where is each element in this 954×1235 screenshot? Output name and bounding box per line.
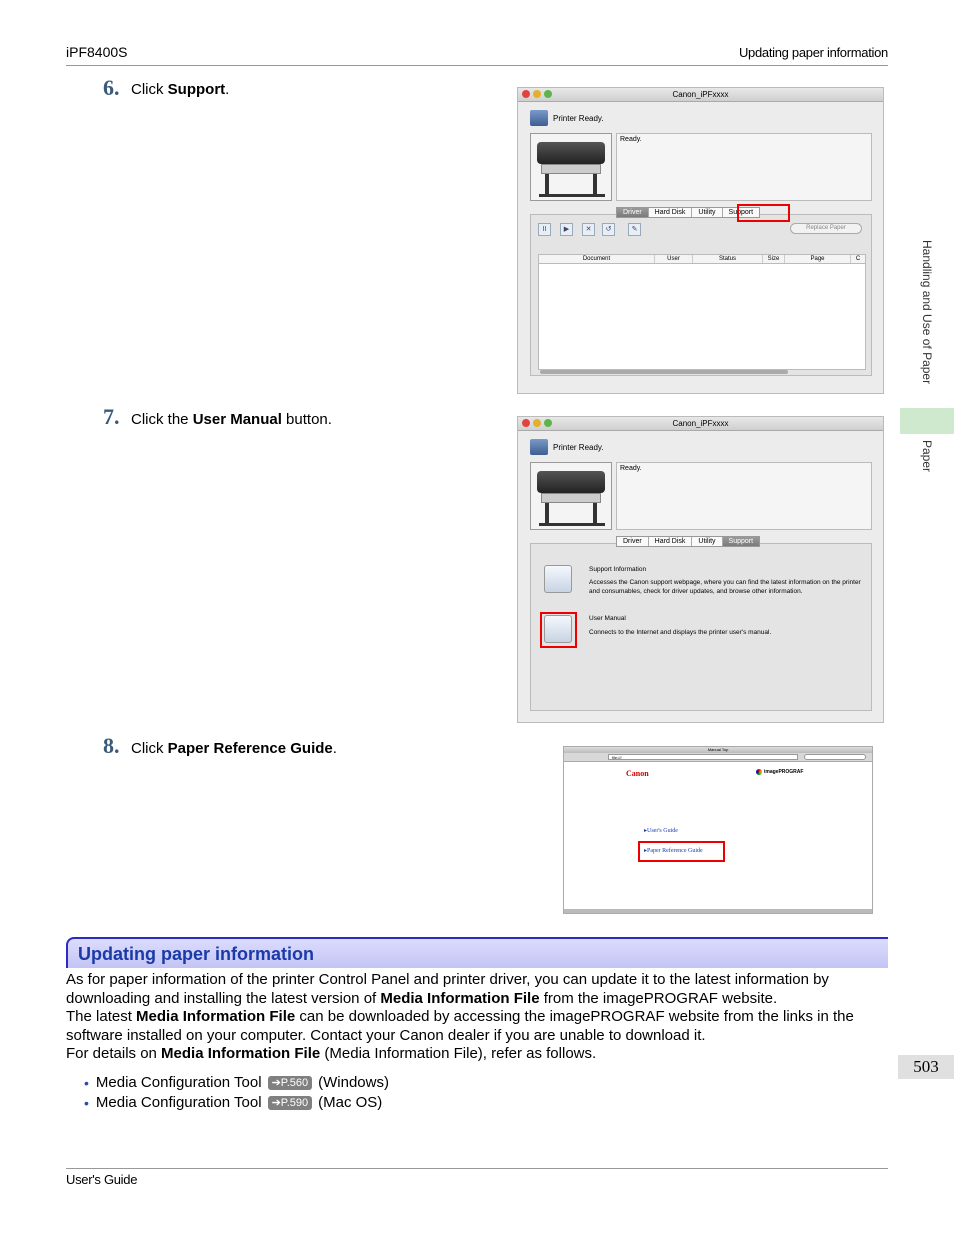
footer-rule bbox=[66, 1168, 888, 1169]
step-number: 8. bbox=[103, 733, 120, 758]
canon-logo: Canon bbox=[626, 769, 649, 778]
header-rule bbox=[66, 65, 888, 66]
page-number: 503 bbox=[898, 1055, 954, 1079]
step-number: 6. bbox=[103, 75, 120, 100]
tab-bar bbox=[616, 536, 760, 547]
close-icon[interactable] bbox=[522, 419, 530, 427]
paragraph-1: As for paper information of the printer Control Panel and printer driver, you can update it to the latest information by downloading and installing the latest version of Media Information File from the imagePROGRAF website. bbox=[66, 971, 829, 1007]
horizontal-scrollbar[interactable] bbox=[540, 370, 788, 374]
user-manual-title: User Manual bbox=[589, 615, 626, 622]
tab-utility[interactable]: Utility bbox=[692, 537, 722, 546]
printer-image bbox=[530, 462, 612, 530]
printer-image bbox=[530, 133, 612, 201]
imageprograf-logo: imagePROGRAF bbox=[756, 769, 803, 775]
footer-guide: User's Guide bbox=[66, 1172, 138, 1187]
resume-icon[interactable]: ▶ bbox=[560, 223, 573, 236]
section-header bbox=[66, 937, 888, 968]
zoom-icon[interactable] bbox=[544, 90, 552, 98]
ready-label: Printer Ready. bbox=[553, 442, 604, 452]
paragraph-2: The latest Media Information File can be downloaded by accessing the imagePROGRAF website from the links in the software installed on your computer. Contact your Canon dealer if you are unable to download it. bbox=[66, 1008, 854, 1044]
step-number: 7. bbox=[103, 404, 120, 429]
paper-reference-guide-link[interactable]: ▸Paper Reference Guide bbox=[644, 848, 703, 854]
tab-driver[interactable]: Driver bbox=[617, 208, 649, 217]
list-item: • Media Configuration Tool ➔P.560 (Windows) bbox=[84, 1074, 389, 1091]
tab-hard-disk[interactable]: Hard Disk bbox=[649, 537, 693, 546]
subchapter-tab[interactable] bbox=[900, 440, 954, 490]
window-titlebar bbox=[518, 88, 883, 102]
chapter-tab[interactable] bbox=[900, 240, 954, 400]
tool-icon[interactable]: ✎ bbox=[628, 223, 641, 236]
chapter-marker bbox=[900, 408, 954, 434]
ready-label: Printer Ready. bbox=[553, 113, 604, 123]
printer-window-support bbox=[517, 87, 884, 394]
zoom-icon[interactable] bbox=[544, 419, 552, 427]
support-info-desc: Accesses the Canon support webpage, where you can find the latest information on the printer and consumables, check for driver updates, and browse other information. bbox=[589, 579, 861, 595]
col-status[interactable]: Status bbox=[693, 255, 763, 263]
step-text: Click Support. bbox=[131, 81, 230, 98]
browser-window bbox=[563, 746, 873, 914]
tab-support[interactable]: Support bbox=[728, 209, 754, 216]
tab-hard-disk[interactable]: Hard Disk bbox=[649, 208, 693, 217]
col-page[interactable]: Page bbox=[785, 255, 851, 263]
header-section: Updating paper information bbox=[738, 45, 888, 60]
subchapter-label: Paper bbox=[920, 440, 934, 473]
tab-support[interactable]: Support bbox=[723, 537, 760, 546]
browser-title: Manual Top bbox=[707, 747, 729, 752]
col-user[interactable]: User bbox=[655, 255, 693, 263]
section-body bbox=[66, 971, 896, 1064]
support-info-title: Support Information bbox=[589, 566, 647, 573]
col-document[interactable]: Document bbox=[539, 255, 655, 263]
printer-status-icon bbox=[530, 110, 548, 126]
list-item: • Media Configuration Tool ➔P.590 (Mac OS) bbox=[84, 1094, 383, 1111]
page-ref-link[interactable]: ➔P.560 bbox=[268, 1076, 313, 1090]
window-titlebar bbox=[518, 417, 883, 431]
address-bar[interactable]: file:/// bbox=[608, 754, 798, 760]
users-guide-link[interactable]: ▸User's Guide bbox=[644, 828, 678, 834]
paragraph-3: For details on Media Information File (Media Information File), refer as follows. bbox=[66, 1045, 597, 1062]
step-text: Click Paper Reference Guide. bbox=[131, 740, 337, 757]
support-highlight bbox=[737, 204, 790, 222]
support-info-icon[interactable] bbox=[544, 565, 572, 593]
reference-list bbox=[84, 1073, 389, 1113]
user-manual-desc: Connects to the Internet and displays the printer user's manual. bbox=[589, 629, 772, 636]
minimize-icon[interactable] bbox=[533, 90, 541, 98]
search-input[interactable] bbox=[804, 754, 866, 760]
browser-statusbar bbox=[564, 909, 872, 913]
tab-driver[interactable]: Driver bbox=[617, 537, 649, 546]
support-panel bbox=[530, 543, 872, 711]
printer-window-user-manual bbox=[517, 416, 884, 723]
replace-paper-button[interactable]: Replace Paper bbox=[790, 223, 862, 234]
browser-toolbar bbox=[564, 753, 872, 762]
user-manual-highlight bbox=[540, 612, 577, 648]
close-icon[interactable] bbox=[522, 90, 530, 98]
pause-icon[interactable]: II bbox=[538, 223, 551, 236]
window-title: Canon_iPFxxxx bbox=[672, 90, 729, 99]
job-list[interactable] bbox=[538, 254, 866, 370]
reprint-icon[interactable]: ↺ bbox=[602, 223, 615, 236]
col-size[interactable]: Size bbox=[763, 255, 785, 263]
chapter-label: Handling and Use of Paper bbox=[920, 240, 934, 385]
header-model: iPF8400S bbox=[66, 44, 128, 60]
col-c[interactable]: C bbox=[855, 256, 861, 262]
delete-job-icon[interactable]: ✕ bbox=[582, 223, 595, 236]
minimize-icon[interactable] bbox=[533, 419, 541, 427]
paper-reference-highlight bbox=[638, 841, 725, 862]
imageprograf-icon bbox=[756, 769, 762, 775]
window-title: Canon_iPFxxxx bbox=[672, 419, 729, 428]
page-ref-link[interactable]: ➔P.590 bbox=[268, 1096, 313, 1110]
step-text: Click the User Manual button. bbox=[131, 411, 332, 428]
status-box: Ready. bbox=[616, 462, 872, 530]
status-box: Ready. bbox=[616, 133, 872, 201]
section-title: Updating paper information bbox=[78, 944, 314, 964]
tab-utility[interactable]: Utility bbox=[692, 208, 722, 217]
printer-status-icon bbox=[530, 439, 548, 455]
